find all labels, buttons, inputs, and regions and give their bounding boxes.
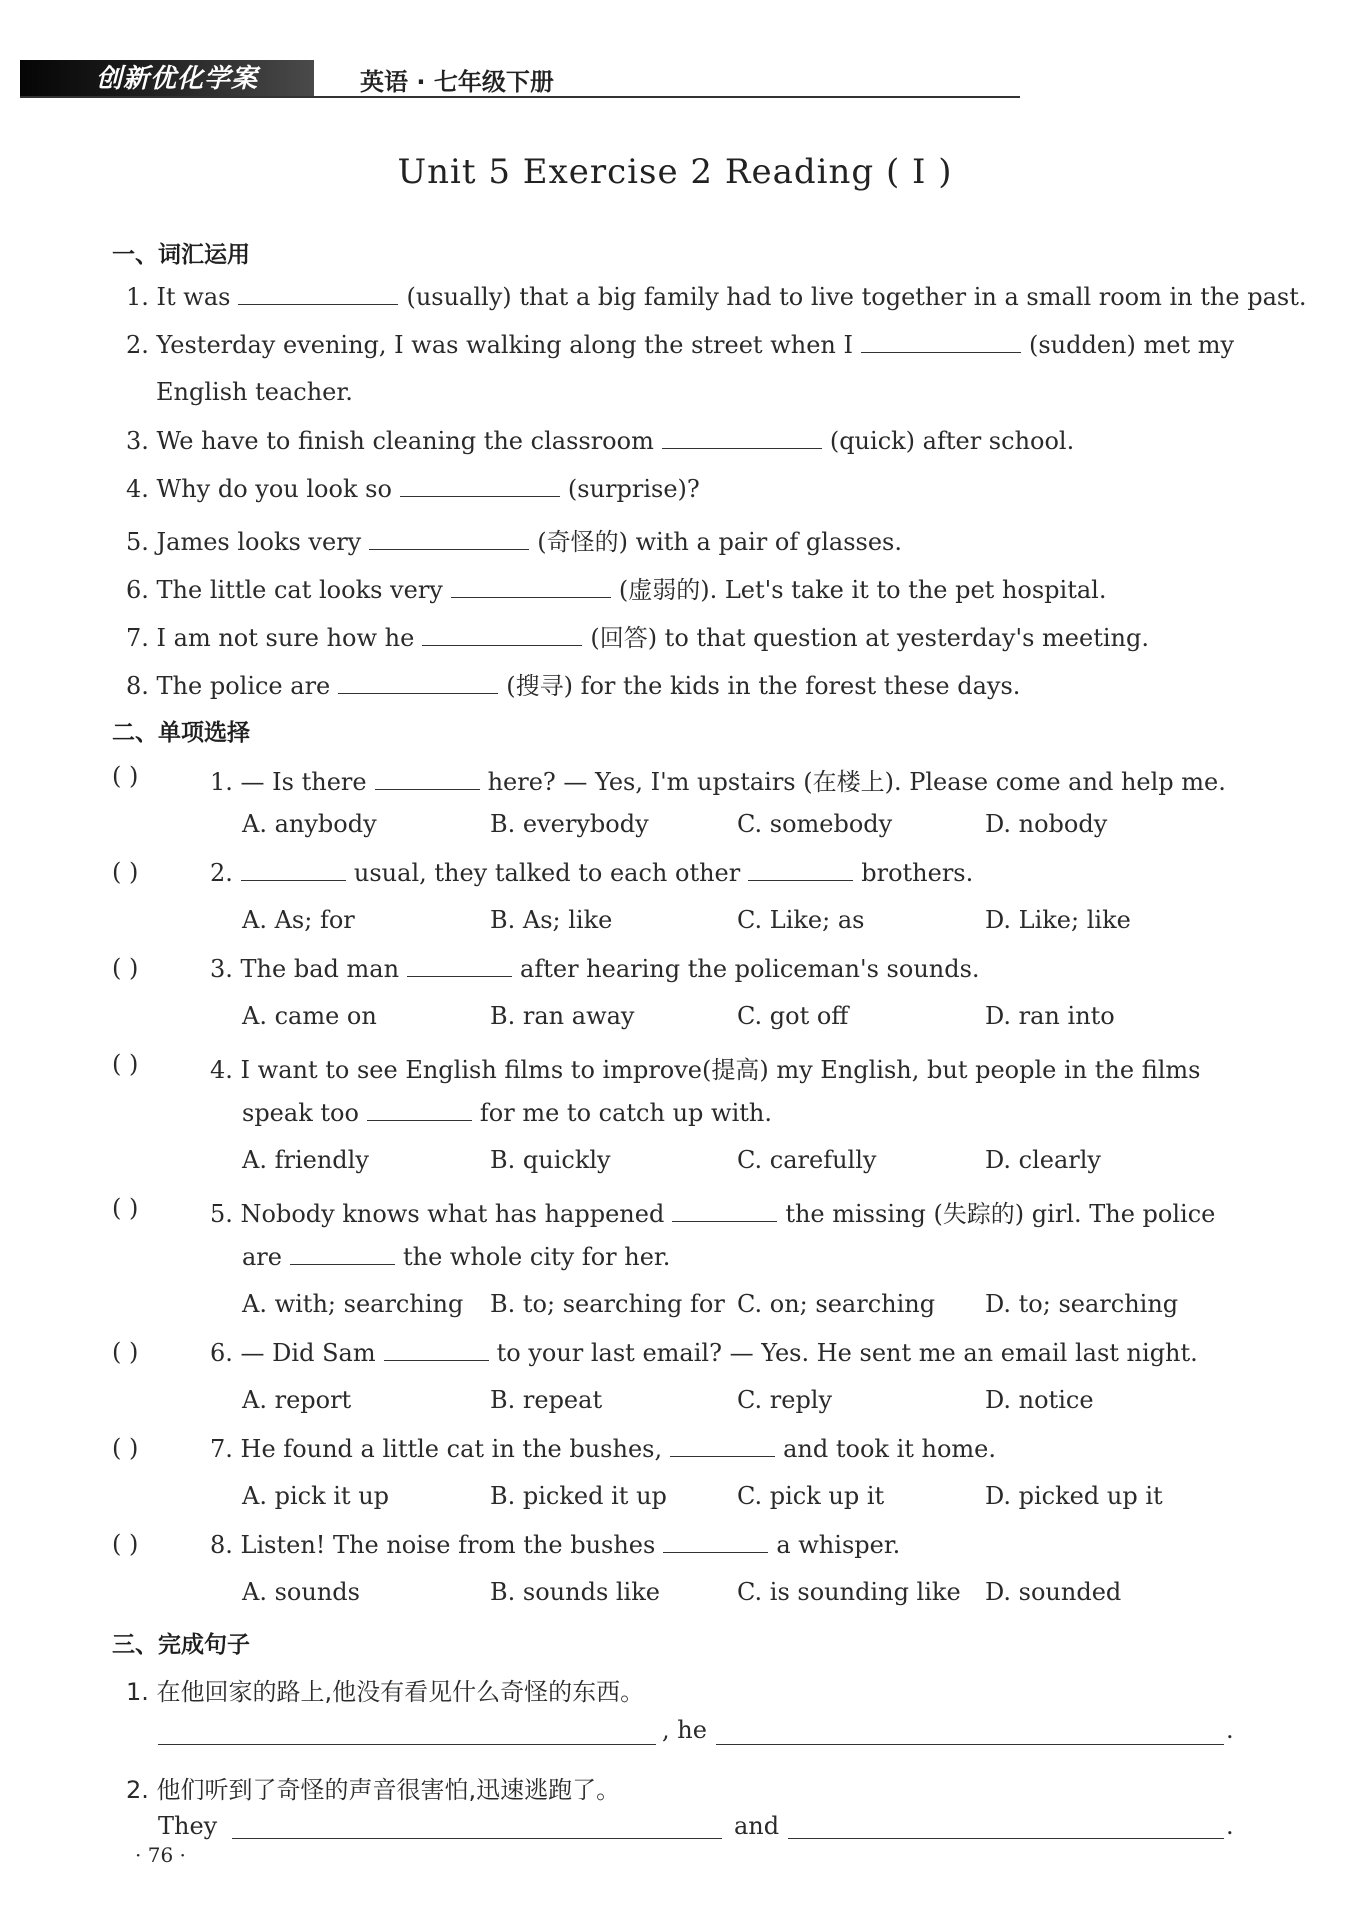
- option-c[interactable]: C. somebody: [737, 810, 893, 838]
- option-b[interactable]: B. picked it up: [490, 1482, 667, 1510]
- header-rule: [20, 96, 1020, 98]
- mc-question-4: 4. I want to see English films to improve(提高) my English, but people in the films: [210, 1056, 1201, 1084]
- answer-paren[interactable]: ( ): [112, 1434, 139, 1462]
- answer-blank[interactable]: [400, 474, 560, 497]
- answer-line[interactable]: [158, 1744, 656, 1745]
- mc-question-4-cont: speak too for me to catch up with.: [242, 1099, 772, 1127]
- answer-blank[interactable]: [375, 767, 480, 790]
- option-a[interactable]: A. with; searching: [242, 1290, 464, 1318]
- translation-prompt-1: 1. 在他回家的路上,他没有看见什么奇怪的东西。: [126, 1678, 645, 1706]
- vocab-item-2: 2. Yesterday evening, I was walking along the street when I (sudden) met my: [126, 331, 1235, 359]
- answer-blank[interactable]: [384, 1338, 489, 1361]
- answer-blank[interactable]: [662, 426, 822, 449]
- option-b[interactable]: B. everybody: [490, 810, 649, 838]
- option-d[interactable]: D. clearly: [985, 1146, 1101, 1174]
- mc-question-3: 3. The bad man after hearing the policeman's sounds.: [210, 955, 980, 983]
- mc-question-2: 2. usual, they talked to each other brothers.: [210, 859, 974, 887]
- option-c[interactable]: C. on; searching: [737, 1290, 936, 1318]
- option-c[interactable]: C. carefully: [737, 1146, 877, 1174]
- translation-prompt-2: 2. 他们听到了奇怪的声音很害怕,迅速逃跑了。: [126, 1776, 621, 1804]
- option-b[interactable]: B. repeat: [490, 1386, 603, 1414]
- section2-heading: 二、单项选择: [112, 720, 250, 746]
- mc-question-8: 8. Listen! The noise from the bushes a whisper.: [210, 1531, 901, 1559]
- answer-blank[interactable]: [748, 858, 853, 881]
- answer-line[interactable]: [232, 1838, 722, 1839]
- mc-question-6: 6. — Did Sam to your last email? — Yes. He sent me an email last night.: [210, 1339, 1198, 1367]
- option-b[interactable]: B. to; searching for: [490, 1290, 725, 1318]
- answer-paren[interactable]: ( ): [112, 1050, 139, 1078]
- option-c[interactable]: C. got off: [737, 1002, 849, 1030]
- answer-paren[interactable]: ( ): [112, 1194, 139, 1222]
- option-a[interactable]: A. friendly: [242, 1146, 369, 1174]
- option-b[interactable]: B. As; like: [490, 906, 613, 934]
- answer-paren[interactable]: ( ): [112, 954, 139, 982]
- vocab-item-4: 4. Why do you look so (surprise)?: [126, 475, 700, 503]
- answer-blank[interactable]: [369, 527, 529, 550]
- option-d[interactable]: D. to; searching: [985, 1290, 1179, 1318]
- option-c[interactable]: C. pick up it: [737, 1482, 885, 1510]
- page-number: · 76 ·: [135, 1843, 186, 1867]
- option-a[interactable]: A. report: [242, 1386, 352, 1414]
- option-a[interactable]: A. pick it up: [242, 1482, 390, 1510]
- vocab-item-7: 7. I am not sure how he (回答) to that question at yesterday's meeting.: [126, 624, 1149, 652]
- sentence-word: and: [734, 1812, 780, 1840]
- mc-question-5-cont: are the whole city for her.: [242, 1243, 671, 1271]
- vocab-item-5: 5. James looks very (奇怪的) with a pair of glasses.: [126, 528, 902, 556]
- option-c[interactable]: C. is sounding like: [737, 1578, 961, 1606]
- answer-paren[interactable]: ( ): [112, 1338, 139, 1366]
- answer-blank[interactable]: [238, 282, 398, 305]
- vocab-item-1: 1. It was (usually) that a big family had to live together in a small room in the past.: [126, 283, 1307, 311]
- option-b[interactable]: B. quickly: [490, 1146, 611, 1174]
- answer-blank[interactable]: [451, 575, 611, 598]
- mc-question-7: 7. He found a little cat in the bushes, and took it home.: [210, 1435, 997, 1463]
- option-a[interactable]: A. came on: [242, 1002, 377, 1030]
- sentence-end: .: [1226, 1812, 1234, 1840]
- option-a[interactable]: A. As; for: [242, 906, 355, 934]
- brand-logo: 创新优化学案: [20, 60, 314, 98]
- answer-blank[interactable]: [672, 1199, 777, 1222]
- answer-blank[interactable]: [670, 1434, 775, 1457]
- answer-blank[interactable]: [663, 1530, 768, 1553]
- page-title: Unit 5 Exercise 2 Reading ( Ⅰ ): [397, 152, 953, 192]
- option-d[interactable]: D. nobody: [985, 810, 1108, 838]
- option-c[interactable]: C. reply: [737, 1386, 833, 1414]
- sentence-end: .: [1226, 1716, 1234, 1744]
- answer-line[interactable]: [788, 1838, 1224, 1839]
- option-a[interactable]: A. anybody: [242, 810, 377, 838]
- answer-paren[interactable]: ( ): [112, 858, 139, 886]
- option-b[interactable]: B. sounds like: [490, 1578, 660, 1606]
- vocab-item-3: 3. We have to finish cleaning the classroom (quick) after school.: [126, 427, 1075, 455]
- answer-paren[interactable]: ( ): [112, 762, 139, 790]
- option-b[interactable]: B. ran away: [490, 1002, 635, 1030]
- vocab-item-2-cont: English teacher.: [156, 378, 353, 406]
- book-title: 英语 · 七年级下册: [360, 68, 554, 96]
- mc-question-1: 1. — Is there here? — Yes, I'm upstairs (在楼上). Please come and help me.: [210, 768, 1226, 796]
- option-c[interactable]: C. Like; as: [737, 906, 865, 934]
- answer-blank[interactable]: [290, 1242, 395, 1265]
- answer-blank[interactable]: [407, 954, 512, 977]
- answer-blank[interactable]: [422, 623, 582, 646]
- option-a[interactable]: A. sounds: [242, 1578, 360, 1606]
- option-d[interactable]: D. ran into: [985, 1002, 1115, 1030]
- option-d[interactable]: D. picked up it: [985, 1482, 1163, 1510]
- vocab-item-6: 6. The little cat looks very (虚弱的). Let's take it to the pet hospital.: [126, 576, 1107, 604]
- answer-blank[interactable]: [367, 1098, 472, 1121]
- answer-blank[interactable]: [241, 858, 346, 881]
- section1-heading: 一、词汇运用: [112, 242, 250, 268]
- answer-line[interactable]: [716, 1744, 1224, 1745]
- option-d[interactable]: D. notice: [985, 1386, 1094, 1414]
- section3-heading: 三、完成句子: [112, 1632, 250, 1658]
- option-d[interactable]: D. Like; like: [985, 906, 1131, 934]
- mc-question-5: 5. Nobody knows what has happened the missing (失踪的) girl. The police: [210, 1200, 1216, 1228]
- answer-blank[interactable]: [861, 330, 1021, 353]
- sentence-word: , he: [662, 1716, 707, 1744]
- answer-blank[interactable]: [338, 671, 498, 694]
- option-d[interactable]: D. sounded: [985, 1578, 1122, 1606]
- vocab-item-8: 8. The police are (搜寻) for the kids in the forest these days.: [126, 672, 1021, 700]
- sentence-start: They: [158, 1812, 218, 1840]
- answer-paren[interactable]: ( ): [112, 1530, 139, 1558]
